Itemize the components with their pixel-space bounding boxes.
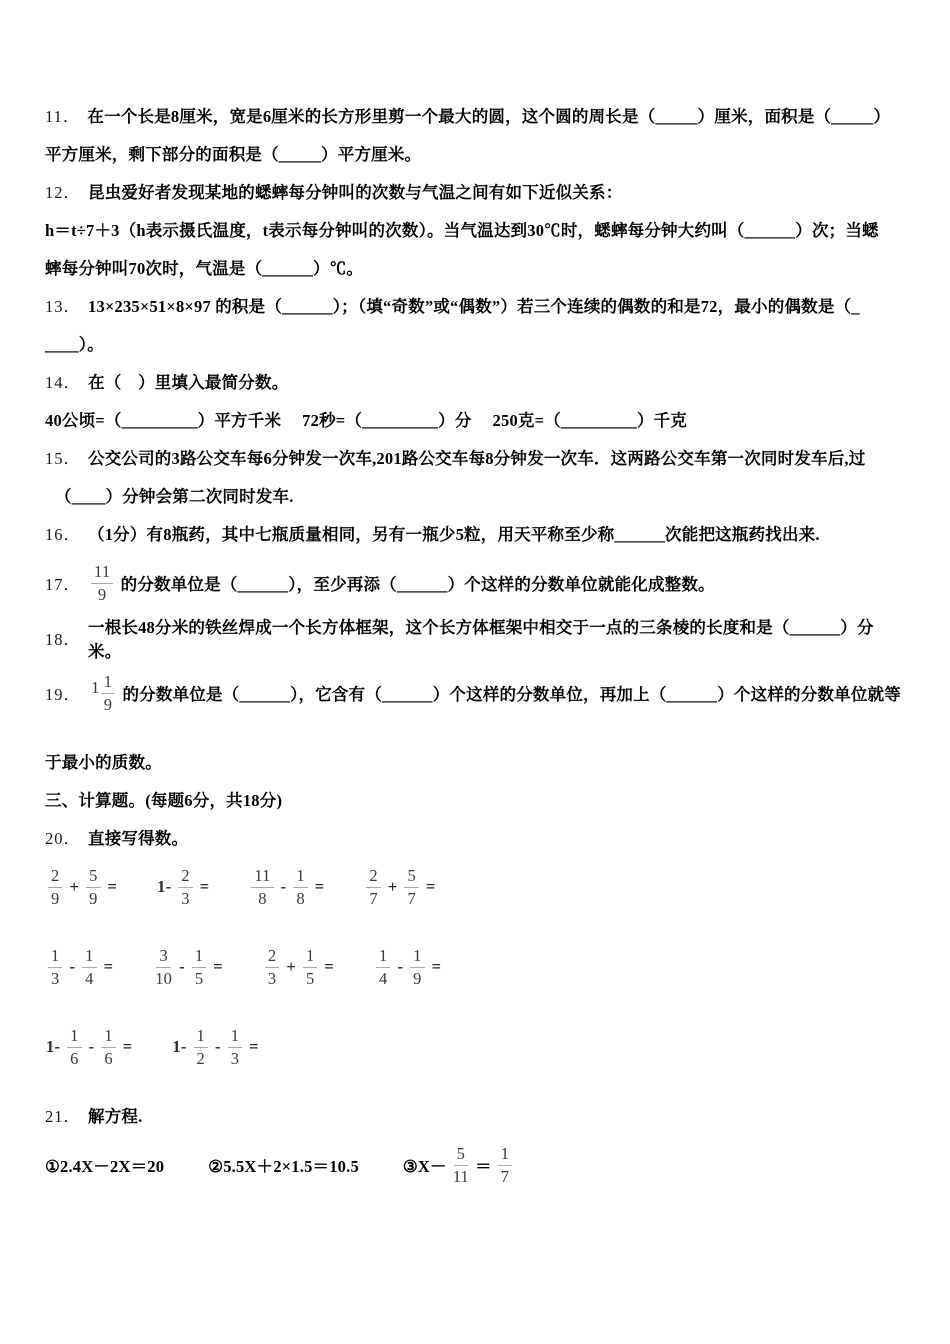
denominator: 9 [97,584,107,604]
numerator: 1 [192,946,206,967]
text-run: = [431,957,442,976]
numerator: 1 [410,946,424,967]
question-21-line-1 [45,1096,905,1134]
fraction-stack [86,866,100,908]
fraction-stack [155,946,172,988]
calc-row-2 [45,936,905,998]
numerator: 2 [265,946,279,967]
numerator: 1 [376,946,390,967]
denominator: 10 [155,968,173,988]
numerator: 1 [293,866,307,887]
text-run: 平方厘米，剩下部分的面积是（_____）平方厘米。 [45,145,422,164]
fraction-stack [265,946,279,988]
fraction-stack [293,866,307,908]
question-12-line-1 [45,172,905,210]
text-run: - [88,1037,95,1056]
text-run: = [249,1037,259,1056]
text-run: 1- [172,1037,187,1056]
text-run: = [199,877,210,896]
fraction [376,946,390,988]
fraction [251,866,273,908]
denominator: 3 [181,888,190,908]
text-run: = [324,957,335,976]
text-run: 解方程. [88,1107,143,1126]
mixed-number [91,672,115,714]
denominator: 7 [500,1166,510,1186]
question-12-line-3 [45,248,905,286]
text-run: 11． [45,107,81,126]
text-run: 18． [45,630,81,649]
text-run: 16． [45,525,81,544]
calc-row-3 [45,1016,905,1078]
text-run: 17． [45,575,81,594]
text-run: 14． [45,373,81,392]
text-run: ①2.4X－2X＝20 [45,1157,165,1176]
fraction-stack [178,866,192,908]
numerator: 2 [178,866,192,887]
text-run: ②5.5X＋2×1.5＝10.5 [208,1157,359,1176]
numerator: 1 [101,1026,115,1047]
fraction [178,866,192,908]
expression-6 [152,946,224,988]
numerator: 1 [498,1144,512,1165]
denominator: 8 [258,888,267,908]
denominator: 6 [70,1048,79,1068]
text-run: - [397,957,404,976]
fraction [303,946,317,988]
denominator: 6 [104,1048,113,1068]
fraction-stack [376,946,390,988]
text-run: 蟀每分钟叫70次时，气温是（______）℃。 [45,259,364,278]
numerator: 2 [48,866,62,887]
text-run: 昆虫爱好者发现某地的蟋蟀每分钟叫的次数与气温之间有如下近似关系： [88,183,623,202]
numerator: 5 [86,866,100,887]
fraction-stack [303,946,317,988]
numerator: 2 [366,866,380,887]
question-19-line-2 [45,742,905,780]
fraction-stack [192,946,206,988]
numerator: 11 [91,562,113,583]
text-run: 于最小的质数。 [45,753,162,772]
text-run: = [107,877,118,896]
document-content [45,96,905,1196]
text-run: 直接写得数。 [88,829,189,848]
numerator: 1 [67,1026,81,1047]
fraction [48,866,62,908]
expression-3 [248,866,325,908]
fraction-stack [228,1026,242,1068]
fraction [91,562,113,604]
question-14-line-1 [45,362,905,400]
fraction [410,946,424,988]
denominator: 7 [369,888,378,908]
denominator: 5 [305,968,315,988]
question-15-line-1 [45,438,905,476]
text-run: 在一个长是8厘米，宽是6厘米的长方形里剪一个最大的圆，这个圆的周长是（_____）厘米，面积是（_____） [87,107,891,126]
text-run: 13． [45,297,81,316]
text-run: = [122,1037,133,1056]
fraction-stack [48,946,62,988]
text-run: ____）。 [45,335,104,354]
denominator: 4 [85,968,94,988]
numerator: 1 [82,946,96,967]
text-run: 21． [45,1107,81,1126]
fraction [498,1144,512,1186]
expression-5 [45,946,114,988]
text-run: 1- [157,877,172,896]
numerator: 5 [404,866,418,887]
denominator: 11 [452,1166,469,1186]
numerator: 5 [454,1144,468,1165]
text-run: h＝t÷7＋3（h表示摄氏温度，t表示每分钟叫的次数）。当气温达到30℃时，蟋蟀每分钟大约叫（______）次；当蟋 [45,221,879,240]
equation-2 [208,1153,359,1177]
question-19-line-1 [45,662,905,724]
text-run: 15． [45,449,81,468]
fraction-stack [404,866,418,908]
text-run: = [213,957,223,976]
text-run: 13×235×51×8×97 的积是（______）；（填“奇数”或“偶数”）若三个连续的偶数的和是72，最小的偶数是（_ [88,297,860,316]
fraction-stack [101,672,115,714]
equation-1 [45,1153,164,1177]
numerator: 1 [48,946,62,967]
fraction [366,866,380,908]
fraction-stack [366,866,380,908]
text-run: 的分数单位是（______），它含有（______）个这样的分数单位，再加上（______）个这样的分数单位就等 [118,685,901,704]
numerator: 11 [251,866,273,887]
text-run: 40公顷=（_________）平方千米 72秒=（_________）分 250克=（_________）千克 [45,411,688,430]
text-run: = [103,957,114,976]
text-run: 19． [45,685,81,704]
fraction [82,946,96,988]
denominator: 4 [379,968,388,988]
question-11-line-1 [45,96,905,134]
text-run: （____）分钟会第二次同时发车. [55,487,294,506]
fraction [293,866,307,908]
question-14-line-2 [45,400,905,438]
text-run: 1- [46,1037,61,1056]
text-run: 12． [45,183,81,202]
text-run: （1分）有8瓶药，其中七瓶质量相同，另有一瓶少5粒，用天平称至少称______次能把这瓶药找出来. [88,525,820,544]
question-11-line-2 [45,134,905,172]
fraction-stack [498,1144,512,1186]
denominator: 9 [51,888,60,908]
text-run: ③X－ [402,1157,447,1176]
question-12-line-2 [45,210,905,248]
denominator: 7 [407,888,416,908]
fraction [265,946,279,988]
text-run: = [425,877,436,896]
text-run: 一根长48分米的铁丝焊成一个长方体框架，这个长方体框架中相交于一点的三条棱的长度和是（______）分米。 [88,618,874,661]
fraction-stack [251,866,273,908]
denominator: 8 [296,888,305,908]
fraction-stack [453,1144,469,1186]
fraction [67,1026,81,1068]
denominator: 9 [89,888,98,908]
expression-9 [45,1026,133,1068]
fraction [194,1026,208,1068]
text-run: 20． [45,829,81,848]
text-run: 在（ ）里填入最简分数。 [88,373,289,392]
text-run: 三、计算题。(每题6分，共18分) [45,791,283,810]
fraction [453,1144,469,1186]
expression-10 [171,1026,259,1068]
fraction-stack [48,866,62,908]
fraction-stack [101,1026,115,1068]
expression-4 [363,866,436,908]
text-run: + [387,877,398,896]
text-run: - [214,1037,221,1056]
fraction-stack [194,1026,208,1068]
fraction [101,1026,115,1068]
fraction-stack [82,946,96,988]
question-20-line-1 [45,818,905,856]
numerator: 1 [194,1026,208,1047]
expression-8 [373,946,442,988]
expression-1 [45,866,118,908]
text-run: + [286,957,296,976]
denominator: 2 [196,1048,205,1068]
text-run: 的分数单位是（______），至少再添（______）个这样的分数单位就能化成整数。 [116,575,715,594]
numerator: 1 [228,1026,242,1047]
whole-number: 1 [91,678,100,697]
fraction-stack [91,562,113,604]
fraction [155,946,172,988]
numerator: 3 [156,946,170,967]
numerator: 1 [303,946,317,967]
text-run: - [280,877,287,896]
denominator: 9 [413,968,422,988]
calc-row-1 [45,856,905,918]
numerator: 1 [101,672,115,693]
question-18-line-1 [45,614,905,662]
fraction [192,946,206,988]
question-16-line-1 [45,514,905,552]
question-17-line-1 [45,552,905,614]
expression-2 [156,866,210,908]
fraction [228,1026,242,1068]
fraction [48,946,62,988]
text-run: 公交公司的3路公交车每6分钟发一次车,201路公交车每8分钟发一次车．这两路公交车第一次同时发车后,过 [88,449,866,468]
denominator: 5 [194,968,204,988]
question-15-line-2 [45,476,905,514]
fraction [86,866,100,908]
denominator: 3 [51,968,60,988]
question-13-line-2 [45,324,905,362]
fraction-stack [67,1026,81,1068]
section-3-heading [45,780,905,818]
denominator: 3 [230,1048,240,1068]
text-run: - [179,957,185,976]
equation-row [45,1134,905,1196]
fraction [404,866,418,908]
fraction-stack [410,946,424,988]
denominator: 9 [103,694,113,714]
text-run: - [69,957,76,976]
expression-7 [262,946,335,988]
text-run: ＝ [475,1157,492,1176]
equation-3 [403,1144,515,1186]
text-run: = [314,877,325,896]
denominator: 3 [267,968,277,988]
text-run: + [69,877,80,896]
question-13-line-1 [45,286,905,324]
